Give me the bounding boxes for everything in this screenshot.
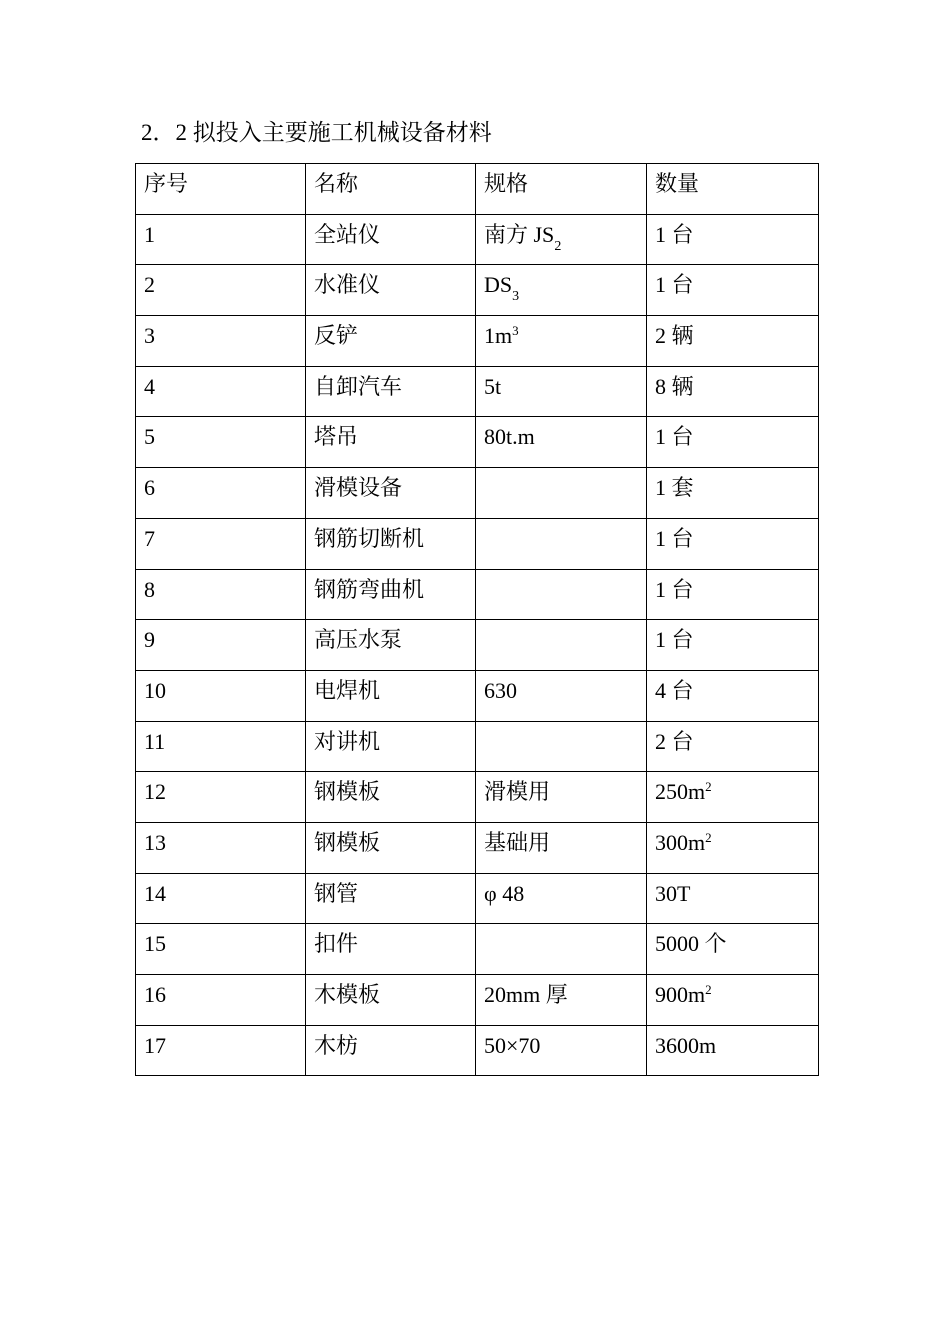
cell-qty-superscript: 2 (705, 982, 712, 997)
cell-no-text: 3 (144, 323, 155, 349)
table-row (136, 214, 819, 265)
cell-spec-text: φ 48 (484, 880, 525, 906)
cell-no (136, 265, 306, 316)
cell-spec (476, 316, 647, 367)
cell-spec-subscript: 3 (512, 289, 520, 305)
table-body (136, 214, 819, 1076)
cell-no (136, 924, 306, 975)
cell-qty-text: 2 辆 (655, 323, 694, 349)
cell-qty-text: 4 台 (655, 677, 694, 703)
cell-qty (647, 772, 819, 823)
cell-qty-superscript: 2 (705, 829, 712, 845)
cell-name (306, 265, 476, 316)
cell-spec-text: 滑模用 (484, 779, 551, 805)
document-title: 2．2 拟投入主要施工机械设备材料 (141, 120, 492, 145)
cell-name-text: 钢筋弯曲机 (314, 576, 425, 602)
table-row (136, 316, 819, 367)
cell-spec-text: 80t.m (484, 424, 535, 450)
cell-no-text: 12 (144, 779, 166, 805)
cell-no-text: 9 (144, 627, 155, 653)
cell-qty-text: 1 台 (655, 424, 694, 450)
cell-name (306, 518, 476, 569)
cell-qty-text: 300m (655, 829, 706, 855)
cell-no (136, 721, 306, 772)
cell-qty-text: 900m (655, 982, 706, 1007)
cell-name (306, 822, 476, 873)
cell-name-text: 全站仪 (314, 221, 381, 247)
cell-qty-text: 1 台 (655, 576, 694, 602)
cell-spec (476, 721, 647, 772)
cell-spec-text: 南方 JS (484, 221, 555, 247)
cell-name-text: 扣件 (314, 931, 359, 957)
cell-spec (476, 822, 647, 873)
table-row (136, 721, 819, 772)
cell-qty-text: 30T (655, 880, 691, 906)
cell-qty-text: 1 台 (655, 272, 694, 298)
table-row (136, 873, 819, 924)
cell-spec (476, 468, 647, 519)
cell-no-text: 1 (144, 221, 155, 247)
cell-spec (476, 772, 647, 823)
cell-name (306, 366, 476, 417)
cell-no (136, 417, 306, 468)
table-row (136, 518, 819, 569)
cell-name-text: 对讲机 (314, 728, 381, 754)
cell-spec (476, 366, 647, 417)
cell-qty-text: 1 台 (655, 627, 694, 653)
cell-name-text: 塔吊 (314, 424, 359, 450)
cell-no-text: 14 (144, 880, 166, 906)
cell-name (306, 1025, 476, 1076)
cell-no-text: 10 (144, 677, 166, 703)
cell-name-text: 自卸汽车 (314, 373, 403, 399)
cell-no-text: 5 (144, 424, 155, 450)
cell-name (306, 873, 476, 924)
cell-name-text: 钢模板 (314, 779, 381, 805)
cell-spec (476, 873, 647, 924)
table-row (136, 620, 819, 671)
cell-no (136, 518, 306, 569)
cell-qty (647, 468, 819, 519)
table-row (136, 772, 819, 823)
cell-name (306, 721, 476, 772)
cell-qty (647, 721, 819, 772)
cell-no (136, 822, 306, 873)
cell-no-text: 6 (144, 475, 155, 501)
cell-qty (647, 366, 819, 417)
cell-name (306, 772, 476, 823)
cell-spec (476, 569, 647, 620)
cell-no-text: 4 (144, 373, 155, 399)
cell-qty-text: 250m (655, 779, 706, 805)
table-row (136, 366, 819, 417)
cell-qty (647, 316, 819, 367)
cell-spec (476, 518, 647, 569)
table-row (136, 569, 819, 620)
cell-qty (647, 265, 819, 316)
cell-spec-text: DS (484, 272, 513, 298)
cell-name (306, 975, 476, 1026)
cell-spec-text: 20mm 厚 (484, 982, 568, 1007)
cell-spec (476, 417, 647, 468)
cell-spec (476, 214, 647, 265)
cell-name (306, 316, 476, 367)
cell-no-text: 15 (144, 931, 166, 957)
cell-no-text: 16 (144, 982, 166, 1007)
cell-qty (647, 417, 819, 468)
table-header-row (136, 164, 819, 215)
cell-no (136, 772, 306, 823)
header-cell-qty: 数量 (647, 164, 819, 215)
cell-no-text: 2 (144, 272, 155, 298)
cell-spec (476, 670, 647, 721)
cell-no-text: 8 (144, 576, 155, 602)
cell-spec (476, 924, 647, 975)
cell-name (306, 620, 476, 671)
cell-no (136, 366, 306, 417)
cell-name-text: 滑模设备 (314, 475, 403, 501)
header-cell-spec: 规格 (476, 164, 647, 215)
cell-no (136, 214, 306, 265)
cell-qty (647, 873, 819, 924)
cell-name-text: 钢筋切断机 (314, 525, 425, 551)
cell-spec-subscript: 2 (554, 238, 562, 254)
cell-no-text: 11 (144, 728, 166, 754)
cell-qty-text: 1 台 (655, 525, 694, 551)
cell-qty (647, 620, 819, 671)
cell-spec-text: 630 (484, 677, 517, 703)
cell-name (306, 468, 476, 519)
cell-no (136, 975, 306, 1026)
table-row (136, 822, 819, 873)
table-row (136, 417, 819, 468)
cell-spec (476, 265, 647, 316)
cell-qty-text: 5000 个 (655, 931, 727, 957)
cell-spec (476, 1025, 647, 1076)
cell-spec-text: 50×70 (484, 1032, 541, 1058)
cell-spec-superscript: 3 (512, 323, 519, 339)
cell-qty (647, 518, 819, 569)
cell-name-text: 电焊机 (314, 677, 381, 703)
cell-name-text: 钢模板 (314, 829, 381, 855)
header-cell-no: 序号 (136, 164, 306, 215)
cell-qty (647, 569, 819, 620)
cell-no (136, 468, 306, 519)
table-row (136, 1025, 819, 1076)
cell-no-text: 17 (144, 1032, 166, 1058)
cell-qty (647, 1025, 819, 1076)
cell-name-text: 木模板 (314, 982, 381, 1007)
cell-no (136, 1025, 306, 1076)
header-cell-name: 名称 (306, 164, 476, 215)
cell-no-text: 7 (144, 525, 155, 551)
cell-qty (647, 214, 819, 265)
cell-name-text: 水准仪 (314, 272, 381, 298)
cell-spec-text: 5t (484, 373, 502, 399)
cell-no (136, 873, 306, 924)
table-row (136, 265, 819, 316)
cell-name-text: 钢管 (314, 880, 359, 906)
cell-qty-text: 3600m (655, 1032, 717, 1058)
cell-qty-text: 1 台 (655, 221, 694, 247)
cell-name-text: 反铲 (314, 323, 359, 349)
cell-qty (647, 975, 819, 1026)
cell-spec-text: 基础用 (484, 829, 551, 855)
cell-qty-text: 2 台 (655, 728, 694, 754)
cell-spec-text: 1m (484, 323, 513, 349)
cell-name-text: 木枋 (314, 1032, 359, 1058)
cell-name (306, 924, 476, 975)
cell-spec (476, 975, 647, 1026)
cell-name (306, 417, 476, 468)
cell-no (136, 670, 306, 721)
cell-qty (647, 670, 819, 721)
cell-no (136, 316, 306, 367)
cell-name (306, 670, 476, 721)
cell-qty (647, 924, 819, 975)
cell-qty (647, 822, 819, 873)
cell-no (136, 620, 306, 671)
table-row (136, 975, 819, 1026)
table-row (136, 468, 819, 519)
cell-no (136, 569, 306, 620)
equipment-table (135, 163, 819, 1076)
cell-qty-text: 1 套 (655, 475, 694, 501)
cell-name (306, 214, 476, 265)
table-row (136, 924, 819, 975)
cell-qty-text: 8 辆 (655, 373, 694, 399)
cell-spec (476, 620, 647, 671)
cell-qty-superscript: 2 (705, 779, 712, 795)
cell-no-text: 13 (144, 829, 166, 855)
cell-name (306, 569, 476, 620)
cell-name-text: 高压水泵 (314, 627, 403, 653)
table-row (136, 670, 819, 721)
